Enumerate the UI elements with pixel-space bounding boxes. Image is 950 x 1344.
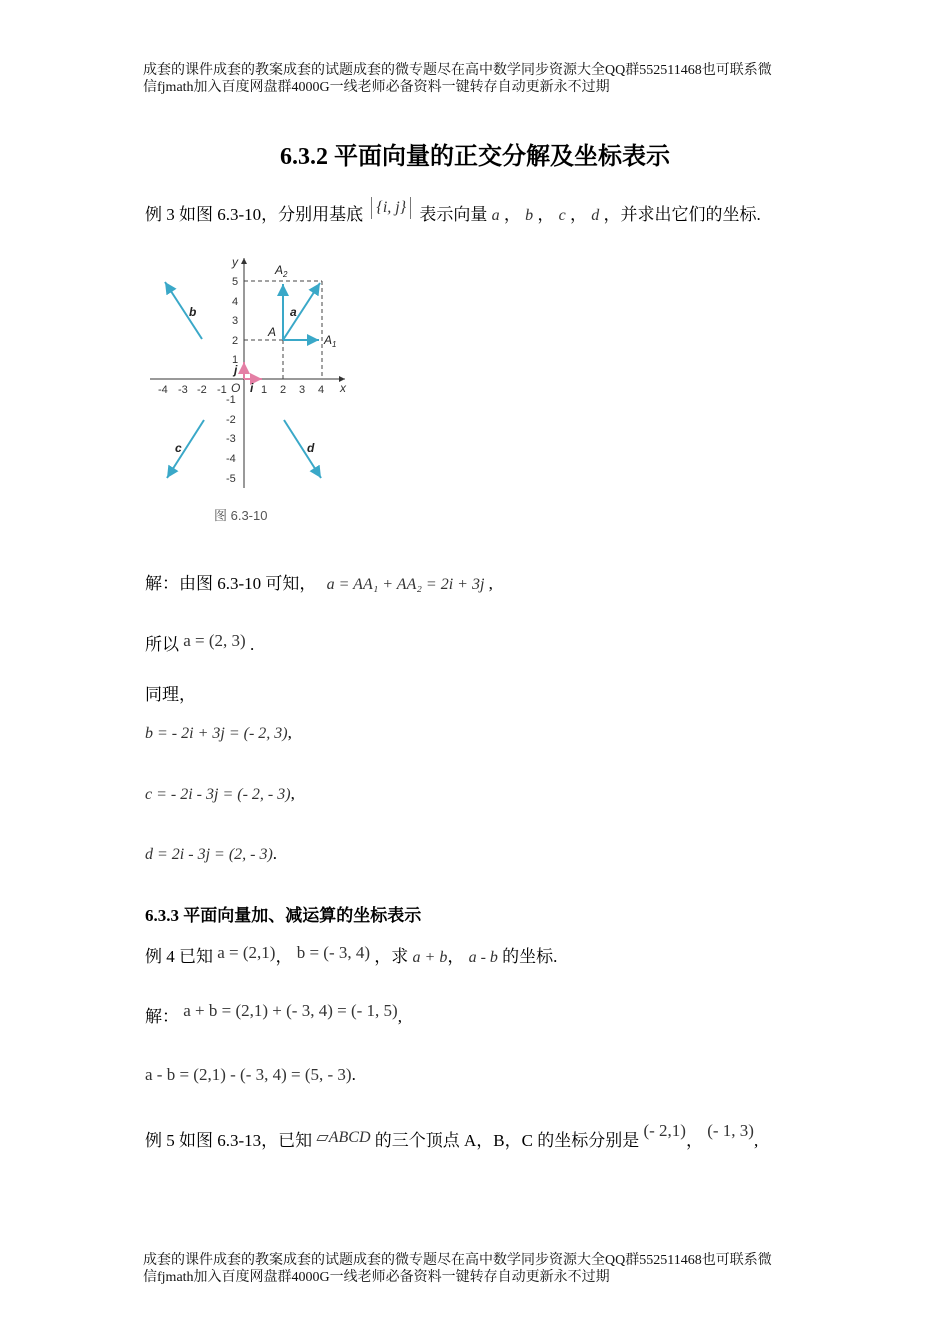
y-tick: -5 — [226, 473, 236, 485]
example4-b: b = (- 3, 4) — [296, 943, 371, 962]
y-tick: -3 — [226, 433, 236, 445]
y-axis-label: y — [232, 255, 238, 269]
example4-prefix: 例 4 已知 — [145, 947, 213, 966]
header-banner-line2: 信fjmath加入百度网盘群4000G一线老师必备资料一键转存自动更新永不过期 — [143, 80, 610, 95]
x-axis-label: x — [340, 381, 346, 395]
vector-c-label: c — [558, 207, 566, 224]
label-i: i — [250, 381, 254, 395]
equation-b: b = - 2i + 3j = (- 2, 3) — [145, 725, 288, 742]
vector-a — [283, 283, 320, 340]
header-banner — [143, 62, 823, 96]
vector-c — [167, 420, 204, 478]
label-d: d — [307, 441, 315, 455]
label-b: b — [189, 305, 197, 319]
example4-statement: 例 4 已知 a = (2,1)， b = (- 3, 4) ，求 a + b， a - b 的坐标. — [145, 943, 558, 966]
example4-suffix: 的坐标. — [502, 947, 558, 966]
example4-solution-diff-line: a - b = (2,1) - (- 3, 4) = (5, - 3). — [145, 1065, 356, 1084]
example4-solution-sum-line: 解： a + b = (2,1) + (- 3, 4) = (- 1, 5), — [145, 1001, 402, 1026]
vector-b-label: b — [525, 207, 534, 224]
point-labels — [267, 263, 336, 349]
footer-banner-line2: 信fjmath加入百度网盘群4000G一线老师必备资料一键转存自动更新永不过期 — [143, 1270, 610, 1285]
section-633-heading: 6.3.3 平面向量加、减运算的坐标表示 — [145, 906, 422, 925]
page-title: 6.3.2 平面向量的正交分解及坐标表示 — [280, 144, 670, 170]
y-tick: -2 — [226, 414, 236, 426]
equation-d: d = 2i - 3j = (2, - 3) — [145, 846, 273, 863]
x-tick: 1 — [261, 384, 268, 396]
basis-notation: {i, j} — [371, 197, 411, 219]
vector-b — [165, 282, 202, 339]
example3-statement: 例 3 如图 6.3-10，分别用基底 {i, j} 表示向量 a ， b ， c ， d ，并求出它们的坐标. — [145, 199, 761, 224]
point-A-label: A — [268, 325, 277, 339]
y-tick: 3 — [232, 315, 239, 327]
example3-middle: 表示向量 — [419, 205, 488, 224]
vector-a-label: a — [491, 207, 500, 224]
y-tick: 2 — [232, 335, 239, 347]
example3-suffix: ，并求出它们的坐标. — [603, 205, 761, 224]
y-tick: -4 — [226, 453, 236, 465]
parallelogram-label: ▱ABCD — [316, 1129, 371, 1146]
point-2-coord: (- 1, 3) — [707, 1121, 754, 1140]
example5-statement: 例 5 如图 6.3-13，已知 ▱ABCD 的三个顶点 A，B，C 的坐标分别是 (- 2,1)， (- 1, 3), — [145, 1121, 759, 1150]
x-tick: -3 — [178, 384, 188, 396]
label-a: a — [290, 305, 297, 319]
x-tick: -2 — [197, 384, 207, 396]
figure-6-3-10 — [140, 250, 360, 530]
coordinate-a: a = (2, 3) — [183, 631, 246, 650]
solution-so-line: 所以 a = (2, 3) . — [145, 631, 255, 654]
x-tick: 4 — [318, 384, 325, 396]
origin-label: O — [231, 381, 241, 395]
label-c: c — [175, 441, 182, 455]
x-tick: 3 — [299, 384, 306, 396]
y-tick: 4 — [232, 296, 239, 308]
example3-prefix: 例 3 如图 6.3-10，分别用基底 — [145, 205, 364, 224]
example4-solution-prefix: 解： — [145, 1007, 179, 1026]
equation-d-line: d = 2i - 3j = (2, - 3). — [145, 844, 278, 863]
so-prefix: 所以 — [145, 635, 179, 654]
example4-sum: a + b — [412, 949, 448, 966]
example4-solution-diff: a - b = (2,1) - (- 3, 4) = (5, - 3) — [145, 1065, 352, 1084]
point-1-coord: (- 2,1) — [643, 1121, 686, 1140]
y-tick: 1 — [232, 354, 239, 366]
x-tick: -1 — [217, 384, 227, 396]
example4-solution-sum: a + b = (2,1) + (- 3, 4) = (- 1, 5) — [183, 1001, 398, 1020]
vector-d-label: d — [591, 207, 600, 224]
point-A1-label: $A_1$ — [324, 333, 337, 349]
solution-intro-line: 解：由图 6.3-10 可知， a = AA₁ + AA₂ = 2i + 3j , — [145, 574, 493, 593]
header-banner-line1: 成套的课件成套的教案成套的试题成套的微专题尽在高中数学同步资源大全QQ群552511468也可联系微 — [143, 63, 772, 78]
point-A2-label: $A_2$ — [275, 263, 288, 279]
example4-diff: a - b — [468, 949, 498, 966]
solution-intro: 解：由图 6.3-10 可知， — [145, 574, 317, 593]
x-tick: -4 — [158, 384, 168, 396]
equation-b-line: b = - 2i + 3j = (- 2, 3), — [145, 723, 292, 742]
example4-a: a = (2,1) — [217, 943, 276, 962]
equation-c-line: c = - 2i - 3j = (- 2, - 3), — [145, 784, 295, 803]
example4-ask: ，求 — [374, 947, 409, 966]
solution-same: 同理， — [145, 685, 196, 704]
example5-middle: 的三个顶点 A，B，C 的坐标分别是 — [374, 1131, 640, 1150]
example5-prefix: 例 5 如图 6.3-13，已知 — [145, 1131, 313, 1150]
footer-banner-line1: 成套的课件成套的教案成套的试题成套的微专题尽在高中数学同步资源大全QQ群552511468也可联系微 — [143, 1253, 772, 1268]
y-tick: -1 — [226, 394, 236, 406]
label-j: j — [234, 363, 238, 377]
y-tick: 5 — [232, 276, 239, 288]
vector-d — [284, 420, 321, 478]
x-tick-labels — [158, 384, 324, 396]
figure-caption: 图 6.3-10 — [214, 508, 268, 523]
footer-banner — [143, 1252, 823, 1286]
x-tick: 2 — [280, 384, 287, 396]
equation-c: c = - 2i - 3j = (- 2, - 3) — [145, 786, 291, 803]
equation-a: a = AA₁ + AA₂ = 2i + 3j — [326, 576, 485, 593]
